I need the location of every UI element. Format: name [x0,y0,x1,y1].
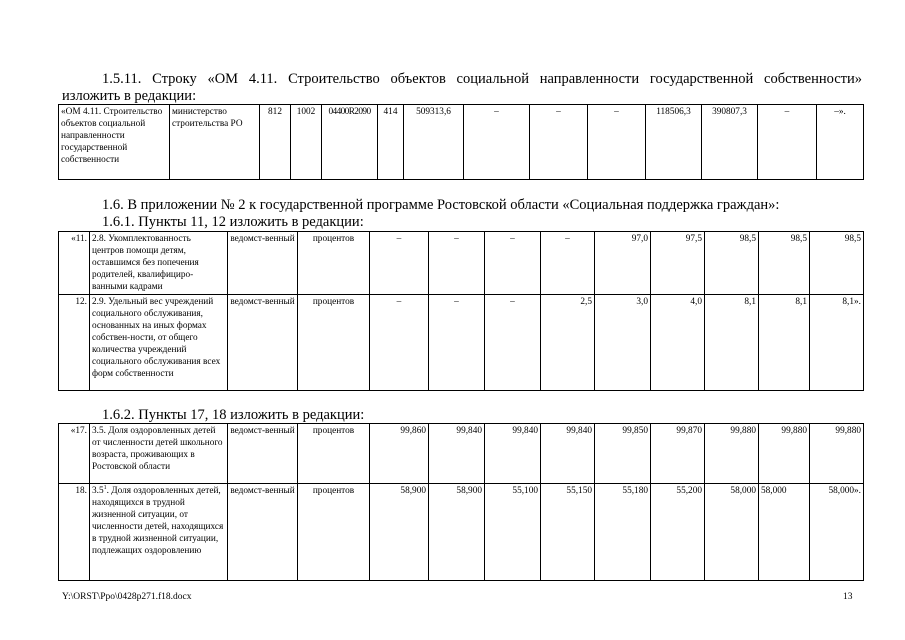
cell-value: 99,880 [759,424,810,484]
indicator-superscript: 1 [103,484,107,491]
cell-indicator [90,484,228,581]
cell-responsible: министерство строительства РО [170,105,260,180]
table-row [59,295,864,391]
table-row [59,484,864,581]
cell-unit: процентов [298,295,370,391]
cell-value: 3,0 [595,295,651,391]
cell-year-7: –». [817,105,864,180]
cell-value: 55,200 [651,484,705,581]
cell-value: 8,1». [810,295,864,391]
cell-year-2: – [530,105,588,180]
footer-file-path: Y:\ORST\Ppo\0428p271.f18.docx [62,592,192,602]
cell-type: ведомст-венный [228,484,298,581]
cell-type: ведомст-венный [228,232,298,295]
cell-vr: 414 [378,105,404,180]
cell-value: – [429,295,485,391]
cell-year-1: – [464,105,530,180]
paragraph-1-6: 1.6. В приложении № 2 к государственной программе Ростовской области «Социальная поддержка граждан»: [102,197,780,213]
cell-value: 99,860 [370,424,429,484]
cell-value: 8,1 [705,295,759,391]
cell-indicator: 2.9. Удельный вес учреждений социального обслуживания, основанных на иных формах собствен-ности, от общего количества учреждений социального обслуживания всех форм собственности [90,295,228,391]
cell-value: 55,180 [595,484,651,581]
table-points-17-18 [58,423,864,581]
cell-type: ведомст-венный [228,424,298,484]
cell-value: 58,900 [370,484,429,581]
cell-value: 58,900 [429,484,485,581]
cell-value: 99,850 [595,424,651,484]
cell-value: – [370,232,429,295]
cell-num: 12. [59,295,90,391]
cell-value: 99,870 [651,424,705,484]
cell-num: 18. [59,484,90,581]
paragraph-1-6-2: 1.6.2. Пункты 17, 18 изложить в редакции: [102,407,365,423]
paragraph-1-6-1: 1.6.1. Пункты 11, 12 изложить в редакции: [102,214,364,230]
cell-value: 97,0 [595,232,651,295]
cell-year-3: – [588,105,646,180]
cell-type: ведомст-венный [228,295,298,391]
cell-year-4: 118506,3 [646,105,702,180]
cell-rzpr: 1002 [291,105,322,180]
table-points-11-12 [58,231,864,391]
cell-value: 8,1 [759,295,810,391]
table-om-4-11 [58,104,864,180]
cell-value: 99,840 [429,424,485,484]
cell-year-5: 390807,3 [702,105,758,180]
cell-value: 98,5 [759,232,810,295]
cell-csr: 04400R2090 [322,105,378,180]
cell-indicator: 3.5. Доля оздоровленных детей от численности детей школьного возраста, проживающих в Ростовской области [90,424,228,484]
paragraph-1-5-11-line1: 1.5.11. Строку «ОМ 4.11. Строительство объектов социальной направленности государственной собственности» [102,71,862,87]
cell-num: «17. [59,424,90,484]
cell-value: – [485,295,541,391]
cell-year-6: – [758,105,817,180]
cell-grbs: 812 [260,105,291,180]
cell-unit: процентов [298,484,370,581]
cell-value: 99,840 [541,424,595,484]
table-row [59,105,864,180]
table-row [59,424,864,484]
cell-unit: процентов [298,424,370,484]
page-number: 13 [843,592,853,602]
cell-value: 97,5 [651,232,705,295]
cell-value: – [370,295,429,391]
cell-value: 58,000 [705,484,759,581]
table-row [59,232,864,295]
cell-value: 58,000 [759,484,810,581]
indicator-code: 3.5 [92,486,104,496]
cell-value: – [541,232,595,295]
cell-value: 98,5 [705,232,759,295]
cell-value: 58,000». [810,484,864,581]
paragraph-1-5-11-line2: изложить в редакции: [62,88,197,104]
cell-total: 509313,6 [404,105,464,180]
cell-value: 2,5 [541,295,595,391]
cell-value: 55,100 [485,484,541,581]
cell-value: 99,880 [810,424,864,484]
cell-value: 99,880 [705,424,759,484]
cell-value: – [485,232,541,295]
cell-num: «11. [59,232,90,295]
cell-value: 55,150 [541,484,595,581]
cell-value: 99,840 [485,424,541,484]
cell-value: 98,5 [810,232,864,295]
cell-indicator: 2.8. Укомплектованность центров помощи детям, оставшимся без попечения родителей, квалифициро-ванными кадрами [90,232,228,295]
cell-value: 4,0 [651,295,705,391]
cell-unit: процентов [298,232,370,295]
cell-name: «ОМ 4.11. Строительство объектов социальной направленности государственной собственности [59,105,170,180]
cell-value: – [429,232,485,295]
indicator-text: . Доля оздоровленных детей, находящихся в трудной жизненной ситуации, от численности детей, находящихся в трудной жизненной ситуации, подлежащих оздоровлению [92,486,224,556]
